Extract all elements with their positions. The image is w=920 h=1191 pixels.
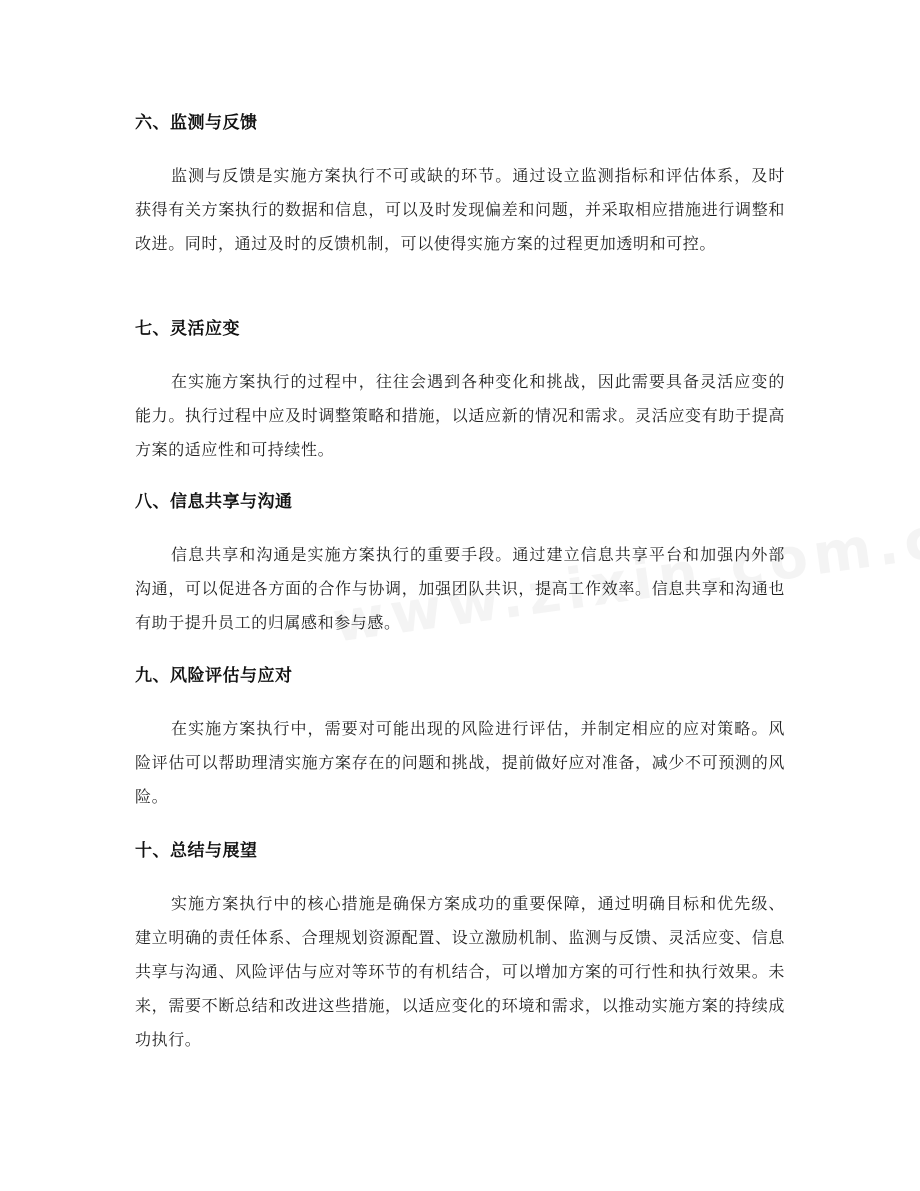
section-heading: 八、信息共享与沟通 bbox=[135, 492, 293, 512]
section-information-sharing bbox=[135, 490, 785, 640]
section-monitoring-feedback bbox=[135, 111, 785, 261]
section-paragraph: 实施方案执行中的核心措施是确保方案成功的重要保障，通过明确目标和优先级、建立明确的责任体系、合理规划资源配置、设立激励机制、监测与反馈、灵活应变、信息共享与沟通、风险评估与应对等环节的有机结合，可以增加方案的可行性和执行效果。未来，需要不断总结和改进这些措施，以适应变化的环境和需求，以推动实施方案的持续成功执行。 bbox=[135, 894, 785, 1049]
section-risk-assessment bbox=[135, 664, 785, 814]
section-heading: 九、风险评估与应对 bbox=[135, 666, 293, 686]
section-paragraph: 在实施方案执行的过程中，往往会遇到各种变化和挑战，因此需要具备灵活应变的能力。执行过程中应及时调整策略和措施，以适应新的情况和需求。灵活应变有助于提高方案的适应性和可持续性。 bbox=[135, 372, 785, 459]
section-heading: 七、灵活应变 bbox=[135, 319, 240, 339]
section-flexible-adaptation bbox=[135, 317, 785, 467]
section-paragraph: 信息共享和沟通是实施方案执行的重要手段。通过建立信息共享平台和加强内外部沟通，可以促进各方面的合作与协调，加强团队共识，提高工作效率。信息共享和沟通也有助于提升员工的归属感和参与感。 bbox=[135, 545, 785, 632]
section-heading: 六、监测与反馈 bbox=[135, 113, 258, 133]
section-summary-outlook bbox=[135, 839, 785, 1057]
section-heading: 十、总结与展望 bbox=[135, 841, 258, 861]
section-paragraph: 在实施方案执行中，需要对可能出现的风险进行评估，并制定相应的应对策略。风险评估可以帮助理清实施方案存在的问题和挑战，提前做好应对准备，减少不可预测的风险。 bbox=[135, 719, 785, 806]
section-paragraph: 监测与反馈是实施方案执行不可或缺的环节。通过设立监测指标和评估体系，及时获得有关方案执行的数据和信息，可以及时发现偏差和问题，并采取相应措施进行调整和改进。同时，通过及时的反馈机制，可以使得实施方案的过程更加透明和可控。 bbox=[135, 166, 785, 253]
